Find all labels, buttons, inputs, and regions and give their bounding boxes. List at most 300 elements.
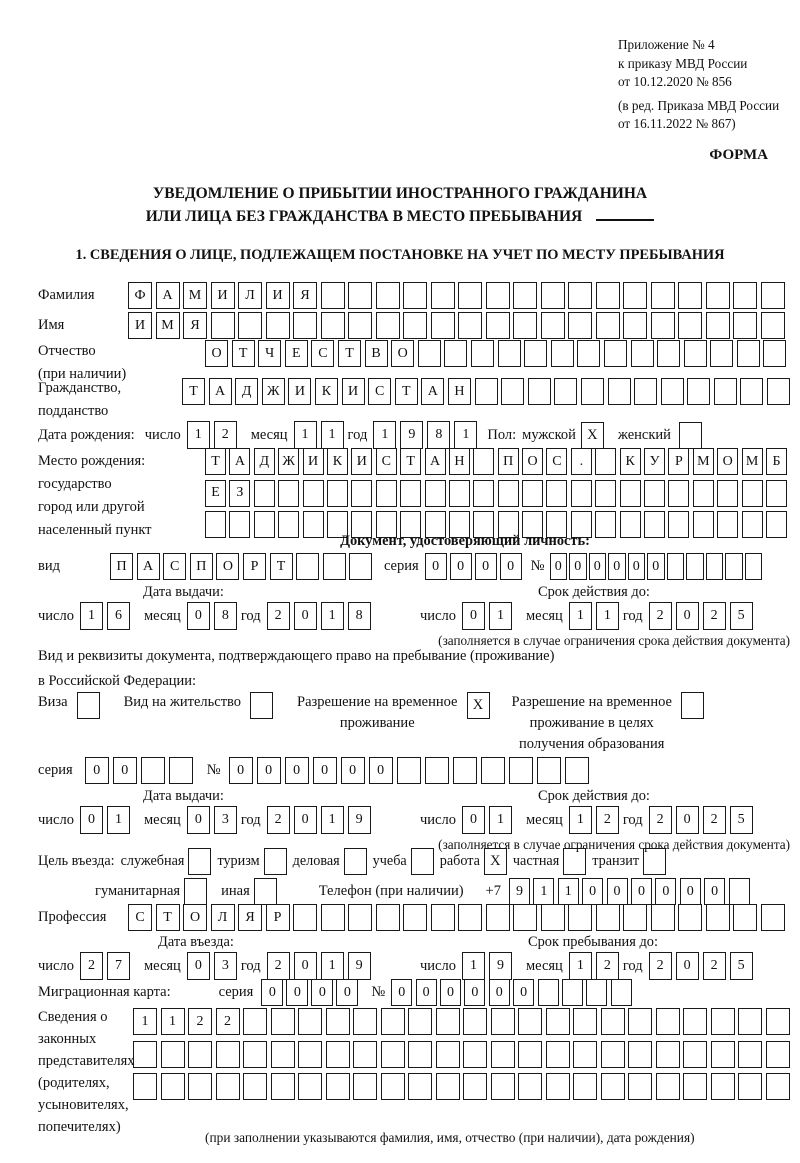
char-cell[interactable]: 5 [730, 952, 753, 980]
char-cell[interactable] [595, 480, 616, 507]
char-cell[interactable]: 1 [187, 421, 210, 449]
char-cell[interactable] [761, 904, 785, 931]
char-cell[interactable] [656, 1008, 680, 1035]
char-cell[interactable] [453, 757, 477, 784]
char-cell[interactable]: 0 [450, 553, 472, 580]
char-cell[interactable] [661, 378, 684, 405]
char-cell[interactable]: Р [266, 904, 290, 931]
char-cell[interactable] [161, 1073, 185, 1100]
char-cell[interactable] [656, 1041, 680, 1068]
char-cell[interactable] [397, 757, 421, 784]
char-cell[interactable]: А [156, 282, 180, 309]
char-cell[interactable] [546, 480, 567, 507]
char-cell[interactable] [604, 340, 627, 367]
char-cell[interactable]: Т [400, 448, 421, 475]
char-cell[interactable] [141, 757, 165, 784]
char-cell[interactable]: 0 [341, 757, 365, 784]
char-cell[interactable]: 2 [649, 602, 672, 630]
char-cell[interactable] [243, 1041, 267, 1068]
char-cell[interactable] [596, 312, 620, 339]
char-cell[interactable] [491, 1073, 515, 1100]
char-cell[interactable]: М [693, 448, 714, 475]
char-cell[interactable]: 1 [161, 1008, 185, 1035]
char-cell[interactable] [486, 282, 510, 309]
char-cell[interactable] [458, 904, 482, 931]
char-cell[interactable]: С [546, 448, 567, 475]
char-cell[interactable] [418, 340, 441, 367]
char-cell[interactable] [586, 979, 607, 1006]
char-cell[interactable]: 0 [676, 952, 699, 980]
char-cell[interactable] [498, 480, 519, 507]
residence-permit-checkbox[interactable] [250, 692, 273, 719]
char-cell[interactable]: 1 [321, 952, 344, 980]
char-cell[interactable] [353, 1041, 377, 1068]
char-cell[interactable]: С [368, 378, 391, 405]
char-cell[interactable] [644, 480, 665, 507]
char-cell[interactable]: 0 [391, 979, 412, 1006]
char-cell[interactable] [711, 1041, 735, 1068]
char-cell[interactable] [326, 1073, 350, 1100]
char-cell[interactable] [565, 757, 589, 784]
char-cell[interactable]: 3 [214, 806, 237, 834]
char-cell[interactable]: М [156, 312, 180, 339]
char-cell[interactable] [348, 282, 372, 309]
char-cell[interactable]: Т [232, 340, 255, 367]
char-cell[interactable] [381, 1041, 405, 1068]
char-cell[interactable] [710, 340, 733, 367]
char-cell[interactable]: 1 [321, 806, 344, 834]
char-cell[interactable]: И [303, 448, 324, 475]
char-cell[interactable]: 0 [462, 806, 485, 834]
char-cell[interactable]: Н [448, 378, 471, 405]
char-cell[interactable] [266, 312, 290, 339]
char-cell[interactable]: 0 [187, 806, 210, 834]
char-cell[interactable] [538, 979, 559, 1006]
char-cell[interactable] [706, 553, 724, 580]
char-cell[interactable] [740, 378, 763, 405]
char-cell[interactable]: 1 [569, 602, 592, 630]
char-cell[interactable] [509, 757, 533, 784]
char-cell[interactable] [706, 282, 730, 309]
char-cell[interactable]: . [571, 448, 592, 475]
char-cell[interactable] [271, 1008, 295, 1035]
char-cell[interactable]: 7 [107, 952, 130, 980]
char-cell[interactable] [408, 1073, 432, 1100]
char-cell[interactable]: 0 [550, 553, 568, 580]
char-cell[interactable]: 1 [558, 878, 579, 905]
char-cell[interactable]: 0 [425, 553, 447, 580]
char-cell[interactable]: 2 [596, 952, 619, 980]
char-cell[interactable]: 0 [608, 553, 626, 580]
char-cell[interactable] [133, 1073, 157, 1100]
char-cell[interactable] [449, 480, 470, 507]
char-cell[interactable] [623, 904, 647, 931]
char-cell[interactable] [522, 480, 543, 507]
char-cell[interactable]: 2 [80, 952, 103, 980]
purpose-study-checkbox[interactable] [411, 848, 434, 875]
char-cell[interactable]: К [327, 448, 348, 475]
char-cell[interactable]: И [266, 282, 290, 309]
char-cell[interactable]: 0 [569, 553, 587, 580]
char-cell[interactable]: 0 [631, 878, 652, 905]
char-cell[interactable]: 0 [647, 553, 665, 580]
char-cell[interactable] [513, 904, 537, 931]
char-cell[interactable] [568, 312, 592, 339]
char-cell[interactable] [188, 1073, 212, 1100]
char-cell[interactable] [431, 312, 455, 339]
char-cell[interactable] [573, 1073, 597, 1100]
char-cell[interactable] [403, 312, 427, 339]
char-cell[interactable]: Л [211, 904, 235, 931]
char-cell[interactable]: 0 [311, 979, 333, 1006]
char-cell[interactable]: 0 [464, 979, 485, 1006]
char-cell[interactable] [296, 553, 319, 580]
char-cell[interactable]: 0 [655, 878, 676, 905]
char-cell[interactable] [742, 480, 763, 507]
char-cell[interactable] [161, 1041, 185, 1068]
char-cell[interactable]: 0 [680, 878, 701, 905]
char-cell[interactable]: 0 [589, 553, 607, 580]
char-cell[interactable] [595, 448, 616, 475]
char-cell[interactable]: 0 [513, 979, 534, 1006]
char-cell[interactable] [271, 1041, 295, 1068]
char-cell[interactable] [321, 312, 345, 339]
char-cell[interactable] [568, 282, 592, 309]
char-cell[interactable] [737, 340, 760, 367]
char-cell[interactable]: 0 [582, 878, 603, 905]
char-cell[interactable] [303, 480, 324, 507]
char-cell[interactable] [546, 1041, 570, 1068]
char-cell[interactable]: 9 [348, 806, 371, 834]
char-cell[interactable] [475, 378, 498, 405]
char-cell[interactable] [628, 1041, 652, 1068]
purpose-other-checkbox[interactable] [254, 878, 277, 905]
char-cell[interactable]: Т [182, 378, 205, 405]
purpose-tourism-checkbox[interactable] [264, 848, 287, 875]
char-cell[interactable] [562, 979, 583, 1006]
char-cell[interactable] [243, 1073, 267, 1100]
char-cell[interactable] [425, 480, 446, 507]
char-cell[interactable]: 0 [500, 553, 522, 580]
char-cell[interactable] [596, 282, 620, 309]
char-cell[interactable]: 0 [187, 602, 210, 630]
char-cell[interactable] [473, 480, 494, 507]
char-cell[interactable]: Т [156, 904, 180, 931]
char-cell[interactable] [376, 282, 400, 309]
purpose-official-checkbox[interactable] [188, 848, 211, 875]
char-cell[interactable] [601, 1073, 625, 1100]
char-cell[interactable]: 1 [294, 421, 317, 449]
char-cell[interactable]: Т [205, 448, 226, 475]
char-cell[interactable] [725, 553, 743, 580]
char-cell[interactable]: 9 [348, 952, 371, 980]
char-cell[interactable] [678, 904, 702, 931]
char-cell[interactable] [717, 480, 738, 507]
char-cell[interactable]: 9 [509, 878, 530, 905]
char-cell[interactable] [767, 378, 790, 405]
char-cell[interactable] [766, 480, 787, 507]
char-cell[interactable]: 0 [187, 952, 210, 980]
char-cell[interactable]: Н [449, 448, 470, 475]
char-cell[interactable] [601, 1008, 625, 1035]
char-cell[interactable]: А [425, 448, 446, 475]
char-cell[interactable]: П [190, 553, 213, 580]
char-cell[interactable] [436, 1041, 460, 1068]
char-cell[interactable]: В [365, 340, 388, 367]
char-cell[interactable] [554, 378, 577, 405]
char-cell[interactable] [481, 757, 505, 784]
char-cell[interactable] [211, 312, 235, 339]
temp-residence-education-checkbox[interactable] [681, 692, 704, 719]
char-cell[interactable] [628, 1008, 652, 1035]
char-cell[interactable]: 2 [188, 1008, 212, 1035]
char-cell[interactable] [463, 1073, 487, 1100]
char-cell[interactable]: 0 [85, 757, 109, 784]
char-cell[interactable]: 0 [285, 757, 309, 784]
char-cell[interactable]: 0 [294, 806, 317, 834]
char-cell[interactable]: 2 [649, 806, 672, 834]
char-cell[interactable] [657, 340, 680, 367]
char-cell[interactable] [463, 1008, 487, 1035]
char-cell[interactable] [651, 312, 675, 339]
char-cell[interactable] [706, 312, 730, 339]
char-cell[interactable]: Ф [128, 282, 152, 309]
char-cell[interactable]: А [209, 378, 232, 405]
char-cell[interactable]: 2 [267, 952, 290, 980]
char-cell[interactable] [321, 904, 345, 931]
char-cell[interactable] [408, 1041, 432, 1068]
char-cell[interactable] [571, 480, 592, 507]
char-cell[interactable]: А [137, 553, 160, 580]
char-cell[interactable]: 1 [489, 806, 512, 834]
char-cell[interactable]: С [163, 553, 186, 580]
char-cell[interactable] [353, 1073, 377, 1100]
char-cell[interactable]: 0 [294, 602, 317, 630]
char-cell[interactable] [513, 282, 537, 309]
char-cell[interactable] [628, 1073, 652, 1100]
char-cell[interactable]: 0 [704, 878, 725, 905]
char-cell[interactable] [766, 1041, 790, 1068]
char-cell[interactable]: Я [293, 282, 317, 309]
char-cell[interactable] [763, 340, 786, 367]
char-cell[interactable] [537, 757, 561, 784]
char-cell[interactable] [486, 312, 510, 339]
char-cell[interactable] [683, 1073, 707, 1100]
sex-male-checkbox[interactable]: X [581, 422, 604, 449]
char-cell[interactable] [651, 904, 675, 931]
char-cell[interactable]: Ж [278, 448, 299, 475]
char-cell[interactable]: 0 [369, 757, 393, 784]
char-cell[interactable]: 2 [703, 806, 726, 834]
char-cell[interactable] [634, 378, 657, 405]
char-cell[interactable]: К [620, 448, 641, 475]
char-cell[interactable] [573, 1008, 597, 1035]
char-cell[interactable]: 1 [373, 421, 396, 449]
char-cell[interactable] [463, 1041, 487, 1068]
char-cell[interactable]: 1 [80, 602, 103, 630]
char-cell[interactable] [321, 282, 345, 309]
char-cell[interactable]: М [183, 282, 207, 309]
char-cell[interactable] [761, 312, 785, 339]
char-cell[interactable]: И [342, 378, 365, 405]
char-cell[interactable] [706, 904, 730, 931]
char-cell[interactable]: Е [285, 340, 308, 367]
char-cell[interactable]: 2 [649, 952, 672, 980]
char-cell[interactable]: 9 [489, 952, 512, 980]
char-cell[interactable] [733, 312, 757, 339]
char-cell[interactable]: 1 [454, 421, 477, 449]
char-cell[interactable] [293, 904, 317, 931]
char-cell[interactable] [298, 1073, 322, 1100]
char-cell[interactable]: Ч [258, 340, 281, 367]
char-cell[interactable] [766, 1008, 790, 1035]
char-cell[interactable] [518, 1008, 542, 1035]
char-cell[interactable]: П [498, 448, 519, 475]
char-cell[interactable] [683, 1041, 707, 1068]
char-cell[interactable]: 2 [703, 952, 726, 980]
char-cell[interactable]: Б [766, 448, 787, 475]
char-cell[interactable]: М [742, 448, 763, 475]
char-cell[interactable]: О [522, 448, 543, 475]
char-cell[interactable] [376, 480, 397, 507]
char-cell[interactable] [683, 1008, 707, 1035]
purpose-business-checkbox[interactable] [344, 848, 367, 875]
char-cell[interactable]: Р [243, 553, 266, 580]
char-cell[interactable] [431, 282, 455, 309]
char-cell[interactable] [546, 1008, 570, 1035]
char-cell[interactable] [501, 378, 524, 405]
char-cell[interactable]: 2 [267, 602, 290, 630]
char-cell[interactable] [254, 480, 275, 507]
char-cell[interactable]: Р [668, 448, 689, 475]
char-cell[interactable] [298, 1008, 322, 1035]
char-cell[interactable]: 2 [214, 421, 237, 449]
char-cell[interactable]: 0 [475, 553, 497, 580]
char-cell[interactable] [745, 553, 763, 580]
char-cell[interactable] [573, 1041, 597, 1068]
char-cell[interactable]: Е [205, 480, 226, 507]
char-cell[interactable] [381, 1008, 405, 1035]
char-cell[interactable]: И [351, 448, 372, 475]
char-cell[interactable] [714, 378, 737, 405]
char-cell[interactable] [298, 1041, 322, 1068]
char-cell[interactable] [271, 1073, 295, 1100]
char-cell[interactable] [631, 340, 654, 367]
char-cell[interactable] [733, 904, 757, 931]
char-cell[interactable]: С [311, 340, 334, 367]
char-cell[interactable]: 0 [440, 979, 461, 1006]
char-cell[interactable] [349, 553, 372, 580]
char-cell[interactable] [766, 1073, 790, 1100]
char-cell[interactable]: Т [270, 553, 293, 580]
char-cell[interactable]: Я [238, 904, 262, 931]
char-cell[interactable]: 0 [80, 806, 103, 834]
char-cell[interactable] [133, 1041, 157, 1068]
char-cell[interactable]: Ж [262, 378, 285, 405]
char-cell[interactable]: 5 [730, 602, 753, 630]
char-cell[interactable] [651, 282, 675, 309]
char-cell[interactable] [528, 378, 551, 405]
char-cell[interactable]: 1 [489, 602, 512, 630]
char-cell[interactable]: 0 [676, 602, 699, 630]
char-cell[interactable]: С [128, 904, 152, 931]
char-cell[interactable] [738, 1041, 762, 1068]
char-cell[interactable] [686, 553, 704, 580]
char-cell[interactable]: О [391, 340, 414, 367]
char-cell[interactable] [620, 480, 641, 507]
visa-checkbox[interactable] [77, 692, 100, 719]
char-cell[interactable]: 0 [336, 979, 358, 1006]
char-cell[interactable] [518, 1073, 542, 1100]
char-cell[interactable]: И [211, 282, 235, 309]
char-cell[interactable] [458, 282, 482, 309]
char-cell[interactable]: 8 [214, 602, 237, 630]
char-cell[interactable]: К [315, 378, 338, 405]
char-cell[interactable]: О [216, 553, 239, 580]
char-cell[interactable] [498, 340, 521, 367]
char-cell[interactable] [551, 340, 574, 367]
char-cell[interactable] [243, 1008, 267, 1035]
char-cell[interactable]: 2 [267, 806, 290, 834]
char-cell[interactable] [216, 1073, 240, 1100]
char-cell[interactable] [729, 878, 750, 905]
char-cell[interactable]: 1 [321, 602, 344, 630]
purpose-humanitarian-checkbox[interactable] [184, 878, 207, 905]
char-cell[interactable]: 1 [596, 602, 619, 630]
char-cell[interactable]: Я [183, 312, 207, 339]
char-cell[interactable]: 0 [416, 979, 437, 1006]
char-cell[interactable]: 1 [462, 952, 485, 980]
char-cell[interactable] [353, 1008, 377, 1035]
char-cell[interactable]: 5 [730, 806, 753, 834]
char-cell[interactable]: Л [238, 282, 262, 309]
char-cell[interactable]: Д [235, 378, 258, 405]
char-cell[interactable] [693, 480, 714, 507]
char-cell[interactable] [524, 340, 547, 367]
char-cell[interactable] [403, 282, 427, 309]
char-cell[interactable] [351, 480, 372, 507]
char-cell[interactable]: 0 [257, 757, 281, 784]
char-cell[interactable] [326, 1041, 350, 1068]
char-cell[interactable] [668, 480, 689, 507]
char-cell[interactable] [581, 378, 604, 405]
char-cell[interactable]: 2 [216, 1008, 240, 1035]
char-cell[interactable] [611, 979, 632, 1006]
char-cell[interactable] [667, 553, 685, 580]
char-cell[interactable] [376, 904, 400, 931]
sex-female-checkbox[interactable] [679, 422, 702, 449]
char-cell[interactable] [541, 904, 565, 931]
char-cell[interactable]: 1 [107, 806, 130, 834]
char-cell[interactable]: 0 [229, 757, 253, 784]
char-cell[interactable] [596, 904, 620, 931]
char-cell[interactable] [486, 904, 510, 931]
char-cell[interactable] [327, 480, 348, 507]
char-cell[interactable] [458, 312, 482, 339]
char-cell[interactable]: 0 [489, 979, 510, 1006]
char-cell[interactable]: 1 [569, 952, 592, 980]
char-cell[interactable] [238, 312, 262, 339]
char-cell[interactable]: 3 [214, 952, 237, 980]
char-cell[interactable] [601, 1041, 625, 1068]
char-cell[interactable] [400, 480, 421, 507]
char-cell[interactable] [608, 378, 631, 405]
char-cell[interactable]: 6 [107, 602, 130, 630]
char-cell[interactable]: 1 [133, 1008, 157, 1035]
char-cell[interactable]: 0 [676, 806, 699, 834]
char-cell[interactable]: О [183, 904, 207, 931]
char-cell[interactable] [403, 904, 427, 931]
